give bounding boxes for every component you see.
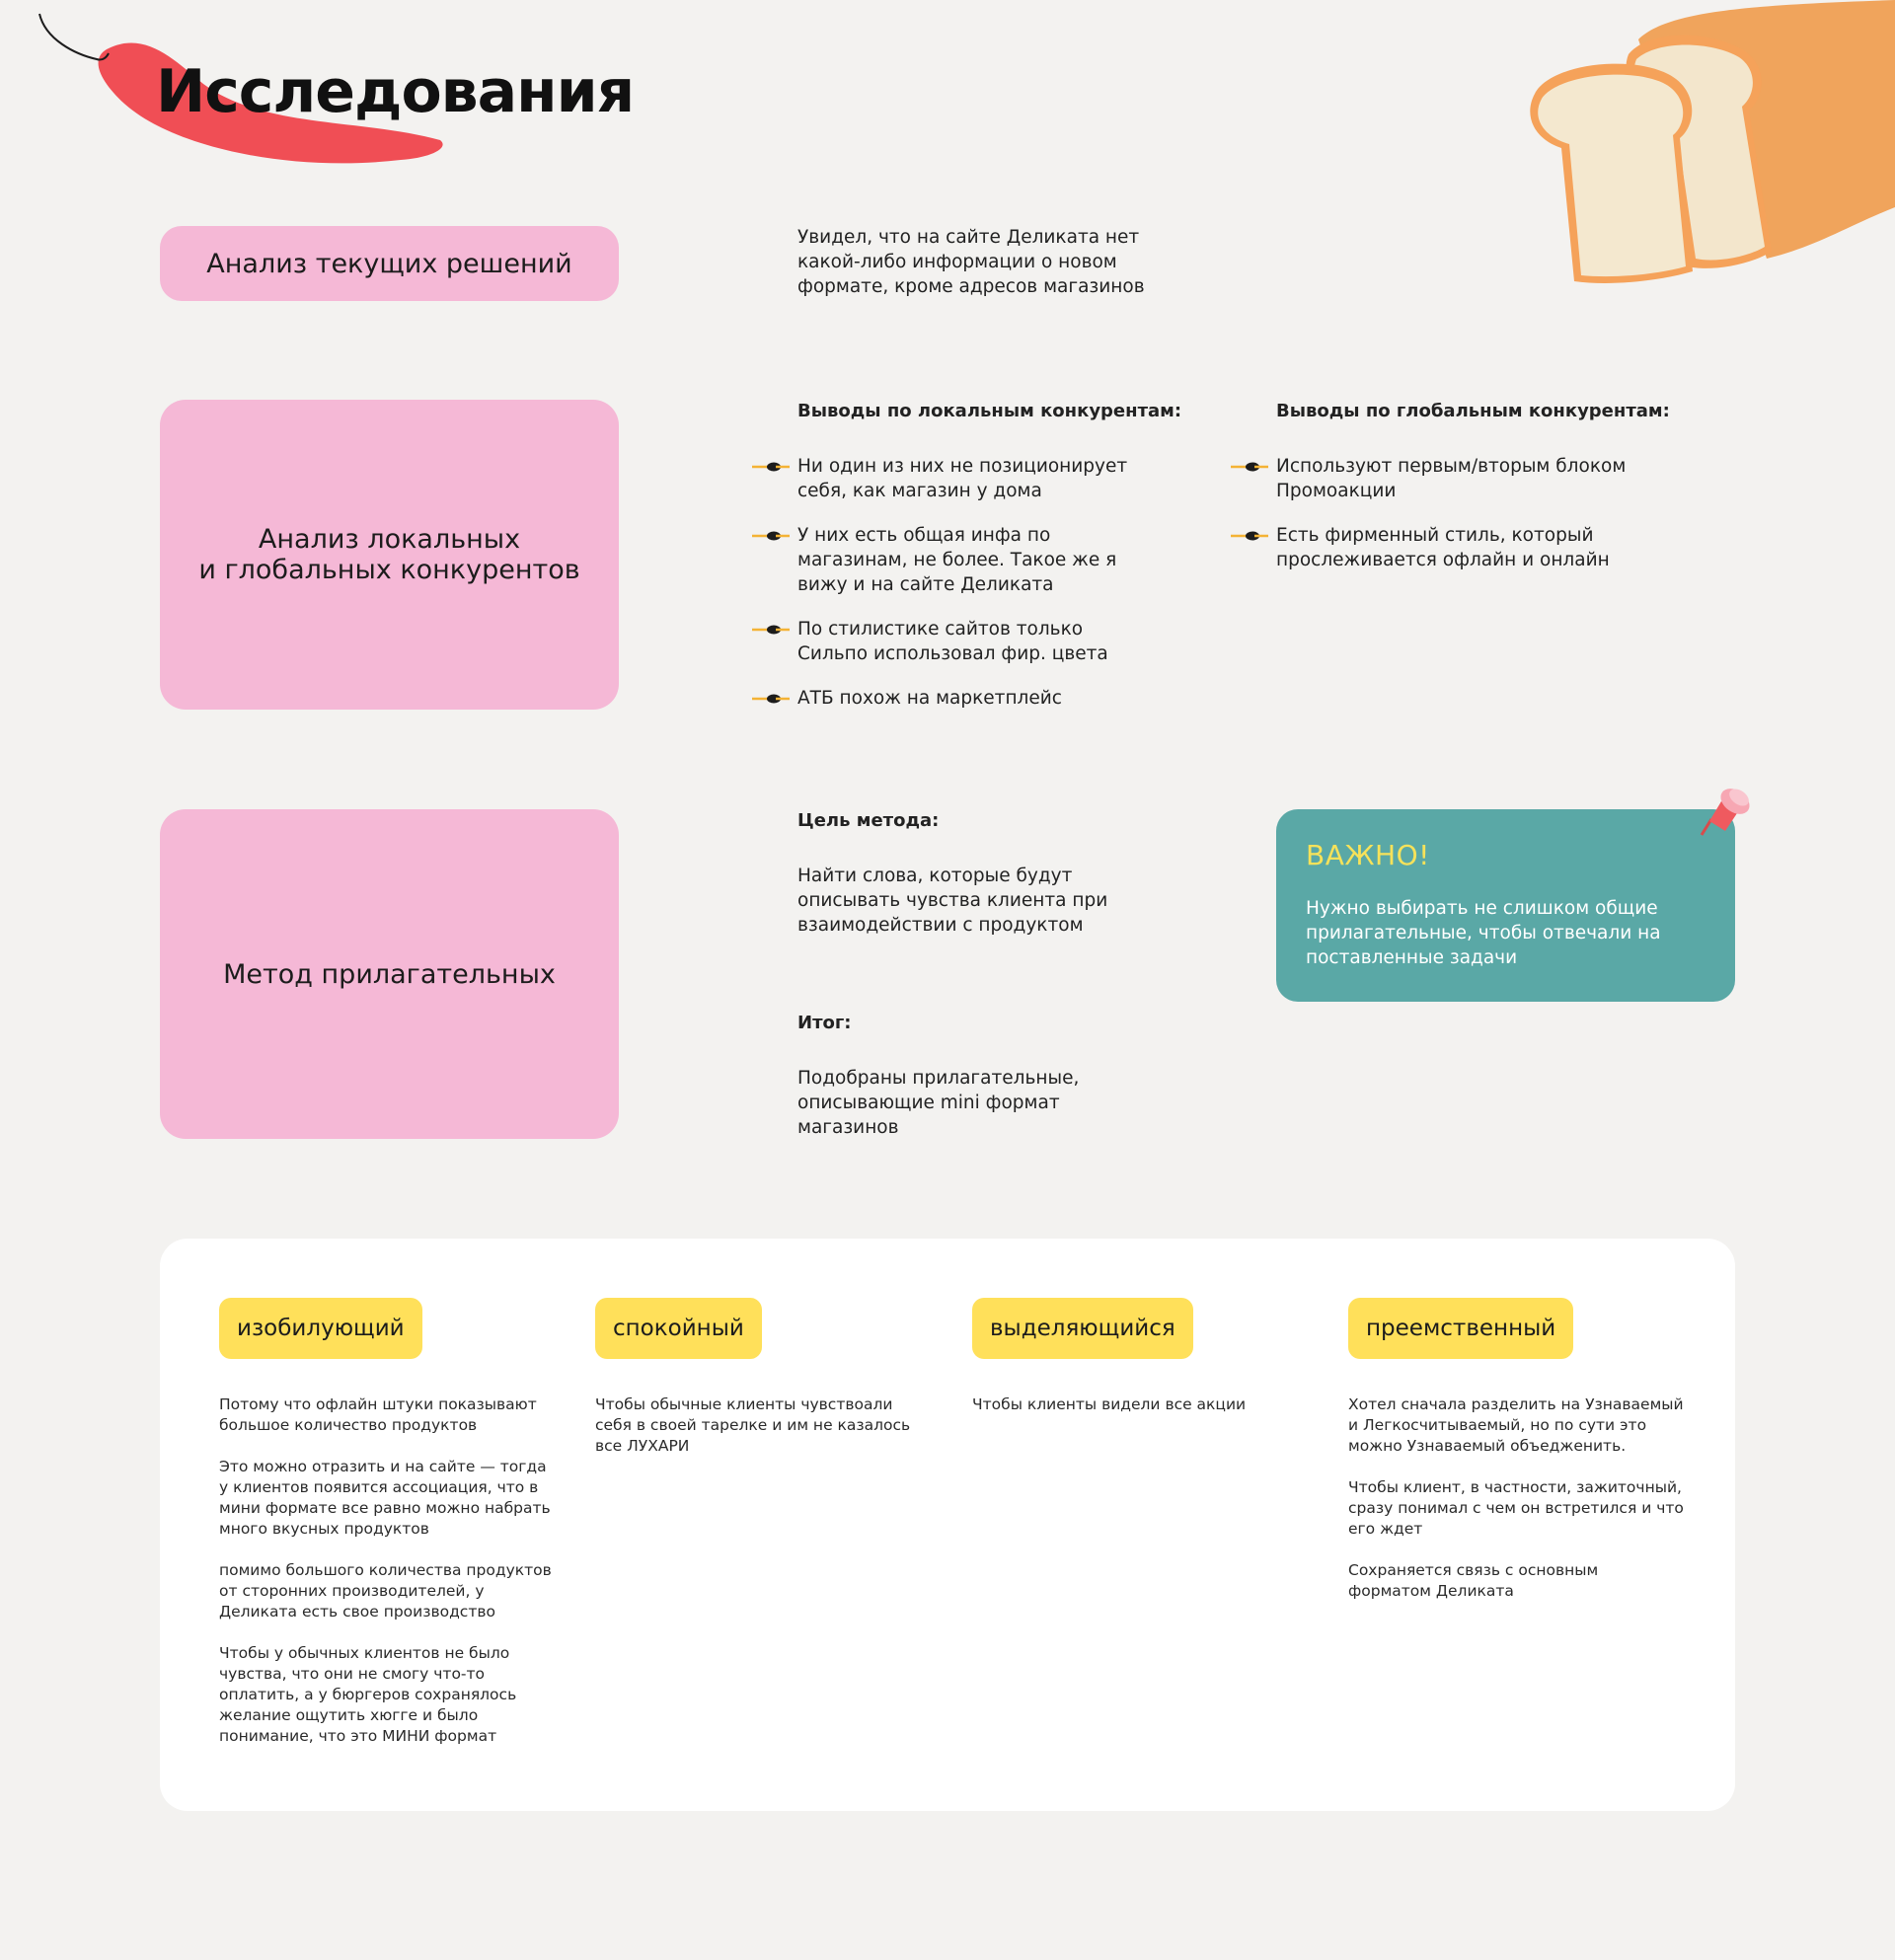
list-item: Используют первым/вторым блоком Промоакции [1276,454,1651,503]
adjective-tag: выделяющийся [972,1298,1193,1359]
page-title: Исследования [156,57,635,126]
pointer-arrow-icon [1231,461,1268,473]
current-solutions-label: Анализ текущих решений [206,248,572,279]
goal-heading: Цель метода: [797,810,940,831]
important-note [1276,809,1735,1002]
list-item: АТБ похож на маркетплейс [797,686,1153,711]
adjective-description: Чтобы обычные клиенты чувствоали себя в своей тарелке и им не казалось все ЛУХАРИ [595,1395,911,1455]
pointer-arrow-icon [752,461,790,473]
adjectives-method-card [160,809,619,1139]
pointer-arrow-icon [1231,530,1268,542]
result-heading: Итог: [797,1013,852,1033]
global-competitors-heading: Выводы по глобальным конкурентам: [1276,401,1670,421]
adjective-tag: преемственный [1348,1298,1573,1359]
adjective-tag: изобилующий [219,1298,422,1359]
adjectives-method-label: Метод прилагательных [223,958,556,990]
result-text: Подобраны прилагательные, описывающие mini формат магазинов [797,1068,1080,1138]
adjective-description: Хотел сначала разделить на Узнаваемый и Легкосчитываемый, но по сути это можно Узнаваемый объедженить. Чтобы клиент, в частности, зажиточный, сразу понимал с чем он встретился и что его ждет Сохраняется связь с основным форматом Деликата [1348,1395,1684,1600]
pushpin-icon [1696,780,1759,843]
bread-icon [1520,0,1895,296]
adjective-tag: спокойный [595,1298,762,1359]
local-competitors-heading: Выводы по локальным конкурентам: [797,401,1182,421]
list-item: У них есть общая инфа по магазинам, не более. Такое же я вижу и на сайте Деликата [797,523,1153,597]
competitors-card [160,400,619,710]
adjectives-panel [160,1239,1735,1811]
current-solutions-card [160,226,619,301]
pointer-arrow-icon [752,530,790,542]
important-title: ВАЖНО! [1306,839,1430,871]
adjective-description: Потому что офлайн штуки показывают большое количество продуктов Это можно отразить и на сайте — тогда у клиентов появится ассоциация, что в мини формате все равно можно набрать много вкусных продуктов помимо большого количества продуктов от сторонних производителей, у Деликата есть свое производство Чтобы у обычных клиентов не было чувства, что они не смогу что-то оплатить, а у бюргеров сохранялось желание ощутить хюгге и было понимание, что это МИНИ формат [219,1395,552,1745]
list-item: Ни один из них не позиционирует себя, как магазин у дома [797,454,1153,503]
important-text: Нужно выбирать не слишком общие прилагательные, чтобы отвечали на поставленные задачи [1306,898,1661,968]
current-solutions-text: Увидел, что на сайте Деликата нет какой-либо информации о новом формате, кроме адресов магазинов [797,227,1145,297]
list-item: Есть фирменный стиль, который прослеживается офлайн и онлайн [1276,523,1651,572]
pointer-arrow-icon [752,693,790,705]
goal-text: Найти слова, которые будут описывать чувства клиента при взаимодействии с продуктом [797,866,1108,936]
list-item: По стилистике сайтов только Сильпо использовал фир. цвета [797,617,1153,666]
competitors-label-line2: и глобальных конкурентов [198,555,580,585]
competitors-label-line1: Анализ локальных [258,524,521,555]
pointer-arrow-icon [752,624,790,636]
adjective-description: Чтобы клиенты видели все акции [972,1395,1247,1413]
